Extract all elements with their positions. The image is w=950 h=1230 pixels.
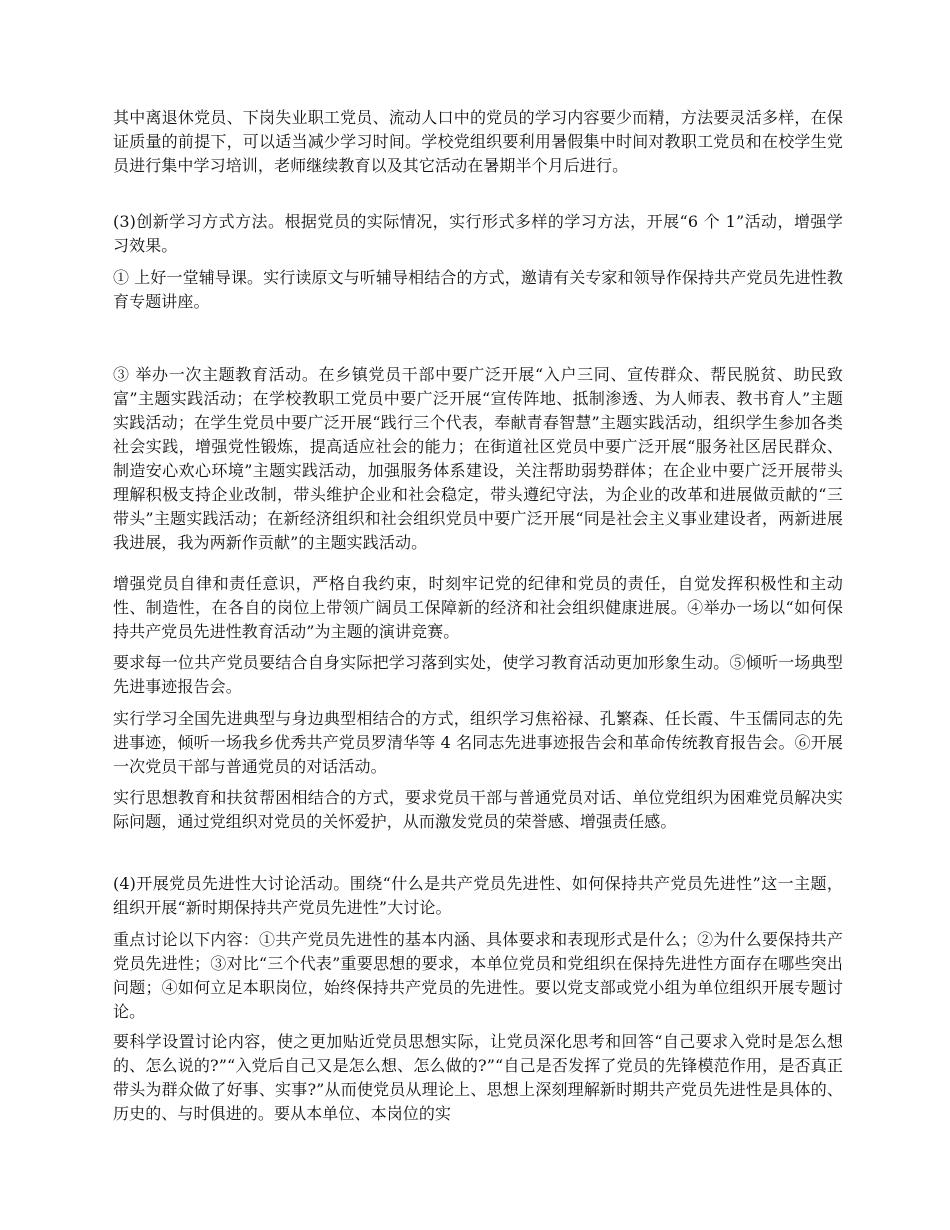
paragraph-11: 要科学设置讨论内容，使之更加贴近党员思想实际，让党员深化思考和回答“自己要求入党时是怎么想的、怎么说的?”“入党后自己又是怎么想、怎么做的?”“自己是否发挥了党员的先锋模范作用，是否真正带头为群众做了好事、实事?”从而使党员从理论上、思想上深刻理解新时期共产党员先进性是具体的、历史的、与时俱进的。要从本单位、本岗位的实 [113,1032,843,1123]
paragraph-6: 要求每一位共产党员要结合自身实际把学习落到实处，使学习教育活动更加形象生动。⑤倾听一场典型先进事迹报告会。 [113,653,843,696]
paragraph-4: ③ 举办一次主题教育活动。在乡镇党员干部中要广泛开展“入户三同、宣传群众、帮民脱贫、助民致富”主题实践活动；在学校教职工党员中要广泛开展“宣传阵地、抵制渗透、为人师表、教书育人”主题实践活动；在学生党员中要广泛开展“践行三个代表，奉献青春智慧”主题实践活动，组织学生参加各类社会实践，增强党性锻炼，提高适应社会的能力；在街道社区党员中要广泛开展“服务社区居民群众、制造安心欢心环境”主题实践活动，加强服务体系建设，关注帮助弱势群体；在企业中要广泛开展带头理解积极支持企业改制，带头维护企业和社会稳定，带头遵纪守法，为企业的改革和进展做贡献的“三带头”主题实践活动；在新经济组织和社会组织党员中要广泛开展“同是社会主义事业建设者，两新进展我进展，我为两新作贡献”的主题实践活动。 [113,365,843,552]
paragraph-1: 其中离退休党员、下岗失业职工党员、流动人口中的党员的学习内容要少而精，方法要灵活多样，在保证质量的前提下，可以适当减少学习时间。学校党组织要利用暑假集中时间对教职工党员和在校学生党员进行集中学习培训，老师继续教育以及其它活动在暑期半个月后进行。 [113,108,843,175]
paragraph-8: 实行思想教育和扶贫帮困相结合的方式，要求党员干部与普通党员对话、单位党组织为困难党员解决实际问题，通过党组织对党员的关怀爱护，从而激发党员的荣誉感、增强责任感。 [113,788,843,831]
paragraph-2: (3)创新学习方式方法。根据党员的实际情况，实行形式多样的学习方法，开展“6 个 1”活动，增强学习效果。 [113,212,843,255]
paragraph-3: ① 上好一堂辅导课。实行读原文与听辅导相结合的方式，邀请有关专家和领导作保持共产党员先进性教育专题讲座。 [113,268,843,311]
paragraph-10: 重点讨论以下内容：①共产党员先进性的基本内涵、具体要求和表现形式是什么；②为什么要保持共产党员先进性；③对比“三个代表”重要思想的要求，本单位党员和党组织在保持先进性方面存在哪些突出问题；④如何立足本职岗位，始终保持共产党员的先进性。要以党支部或党小组为单位组织开展专题讨论。 [113,930,843,1021]
paragraph-9: (4)开展党员先进性大讨论活动。围绕“什么是共产党员先进性、如何保持共产党员先进性”这一主题，组织开展“新时期保持共产党员先进性”大讨论。 [113,874,843,917]
paragraph-7: 实行学习全国先进典型与身边典型相结合的方式，组织学习焦裕禄、孔繁森、任长霞、牛玉儒同志的先进事迹，倾听一场我乡优秀共产党员罗清华等 4 名同志先进事迹报告会和革命传统教育报告会。⑥开展一次党员干部与普通党员的对话活动。 [113,709,843,776]
paragraph-5: 增强党员自律和责任意识，严格自我约束，时刻牢记党的纪律和党员的责任，自觉发挥积极性和主动性、制造性，在各自的岗位上带领广阔员工保障新的经济和社会组织健康进展。④举办一场以“如何保持共产党员先进性教育活动”为主题的演讲竞赛。 [113,574,843,641]
